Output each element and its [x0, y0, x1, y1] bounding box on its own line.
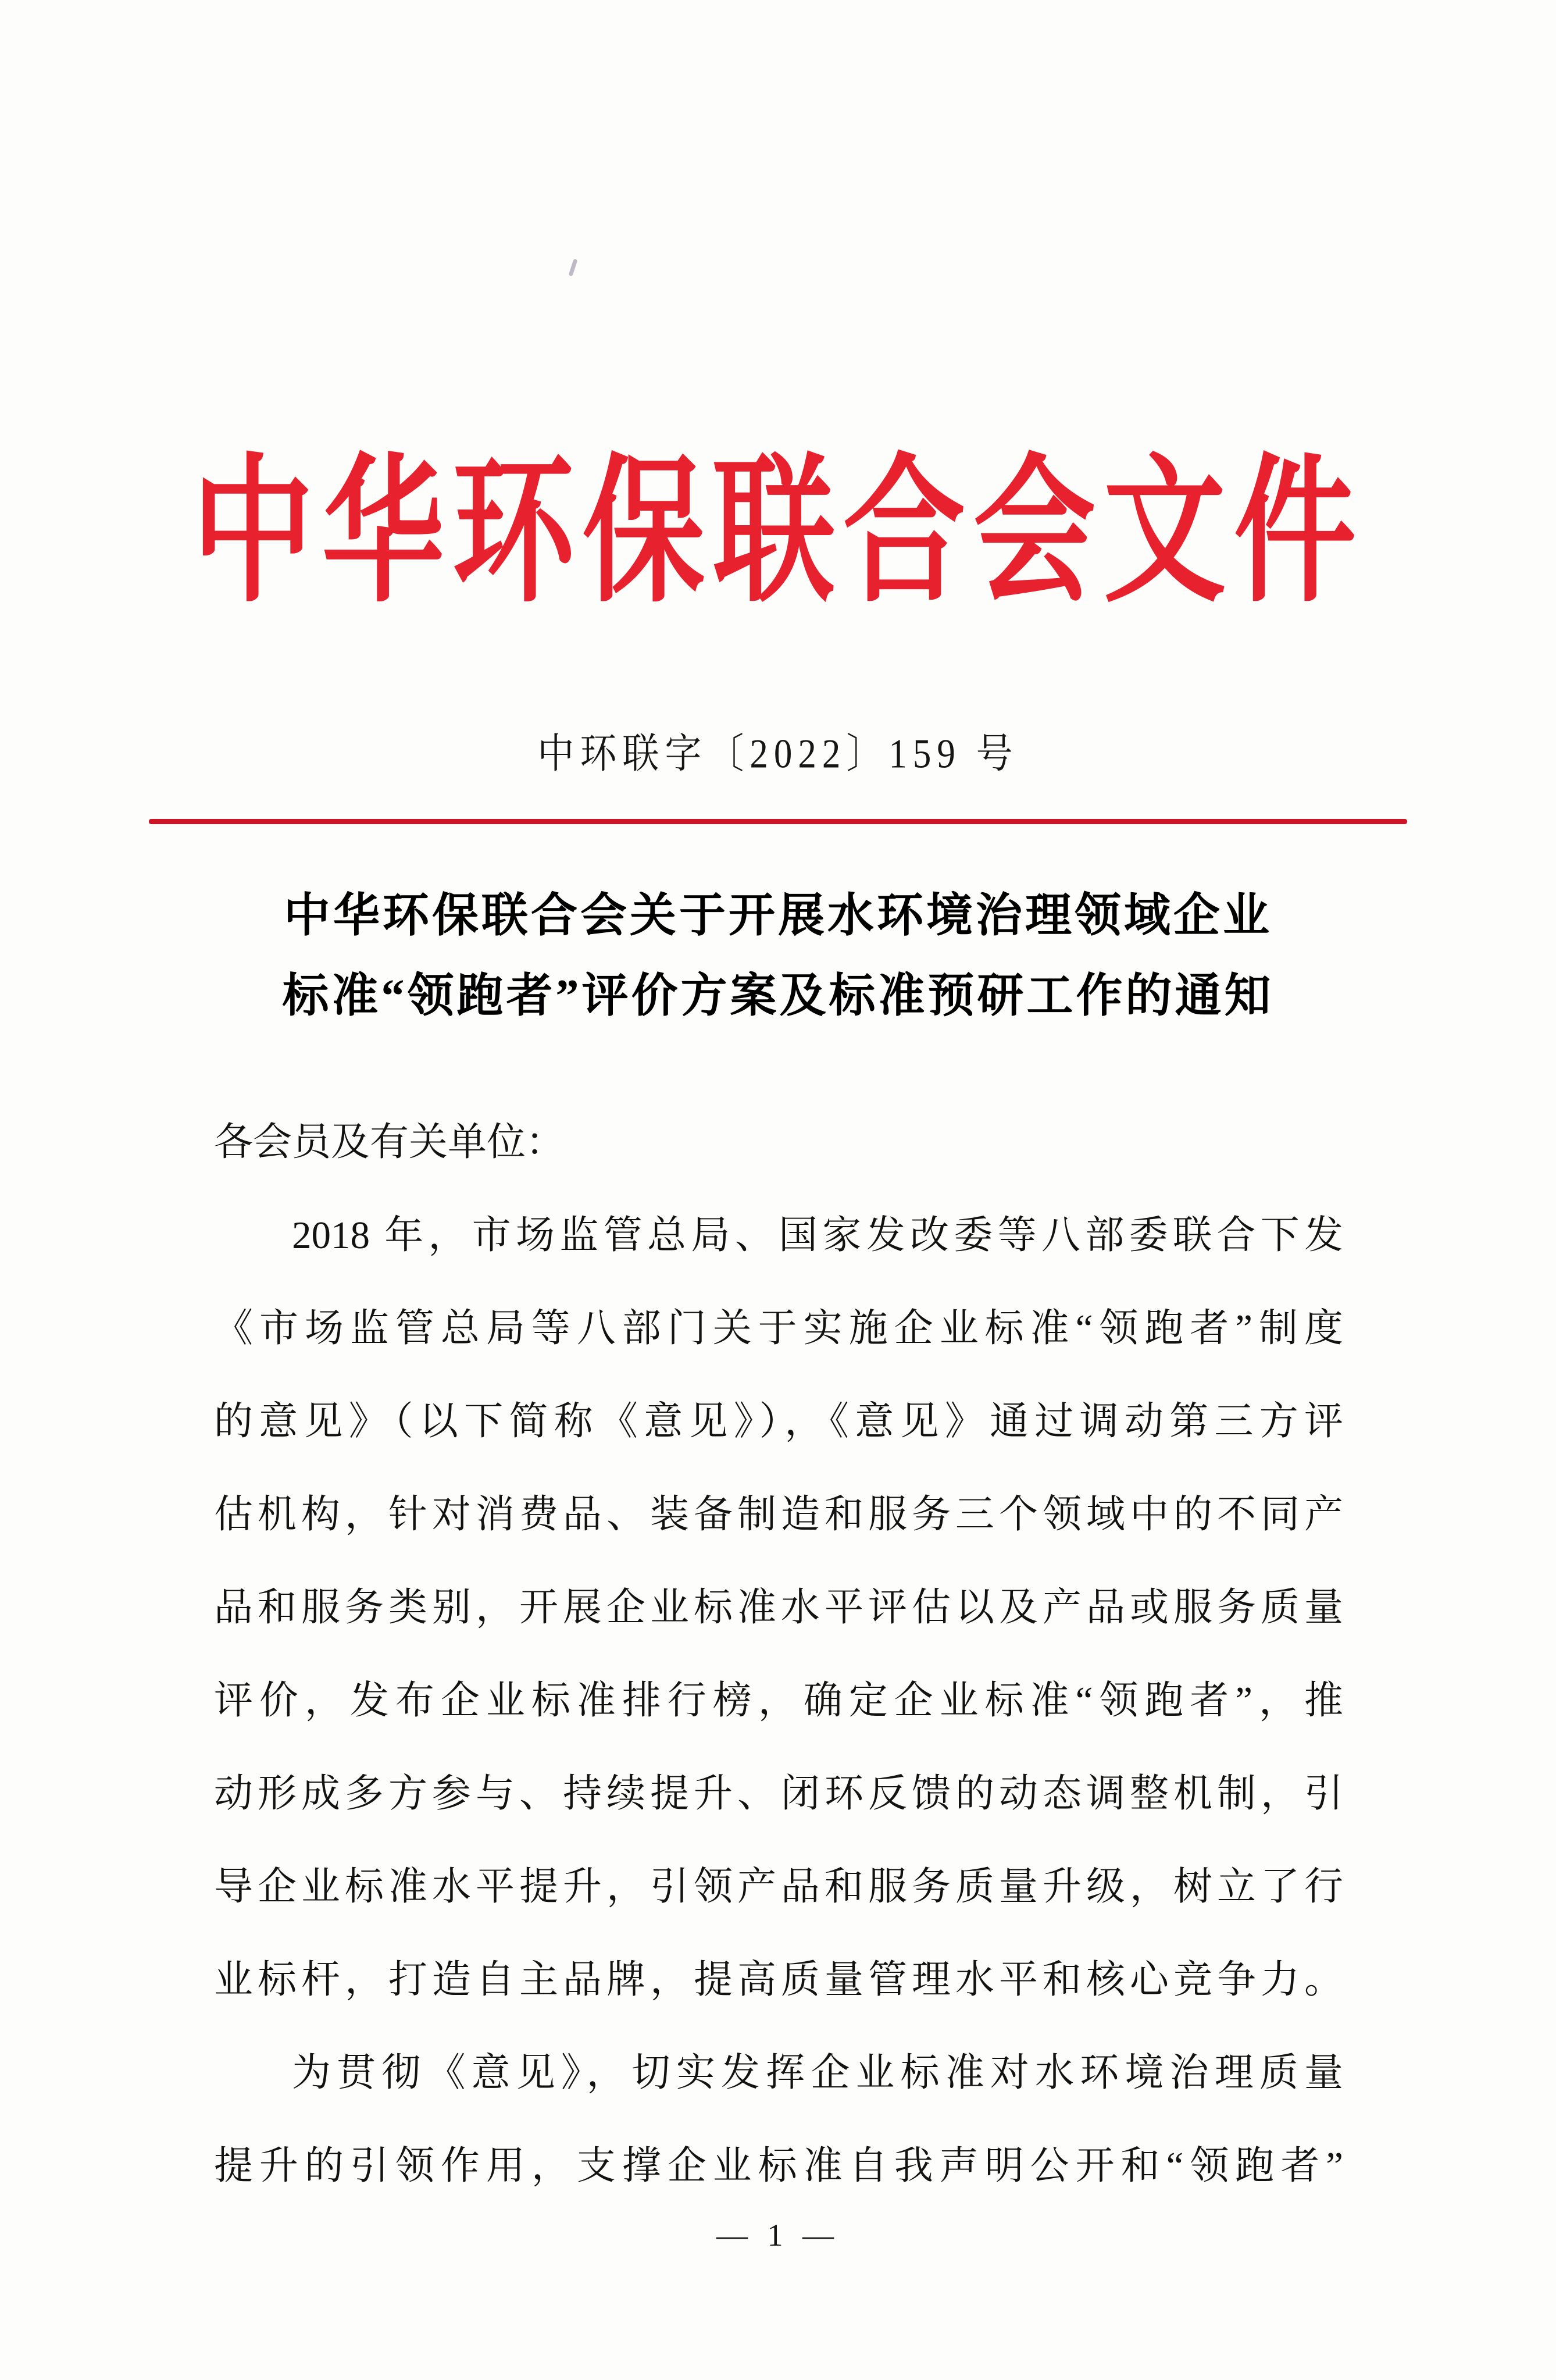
body-line: 导企业标准水平提升，引领产品和服务质量升级，树立了行: [214, 1865, 1343, 1908]
body-line: 的意见》（以下简称《意见》），《意见》通过调动第三方评: [214, 1400, 1343, 1443]
body-line: 各会员及有关单位：: [214, 1121, 565, 1164]
document-title: [0, 876, 1556, 1036]
scan-artifact: [569, 259, 578, 277]
document-title-line-2: 标准“领跑者”评价方案及标准预研工作的通知: [282, 971, 1274, 1022]
body-line: 动形成多方参与、持续提升、闭环反馈的动态调整机制，引: [214, 1772, 1343, 1815]
body-line: 《市场监管总局等八部门关于实施企业标准“领跑者”制度: [214, 1307, 1343, 1350]
body-line: 品和服务类别，开展企业标准水平评估以及产品或服务质量: [214, 1586, 1343, 1629]
body-line: 估机构，针对消费品、装备制造和服务三个领域中的不同产: [214, 1493, 1343, 1536]
body-line: 业标杆，打造自主品牌，提高质量管理水平和核心竞争力。: [214, 1958, 1343, 2001]
body-line: 评价，发布企业标准排行榜，确定企业标准“领跑者”，推: [214, 1679, 1343, 1722]
body-line: 2018 年，市场监管总局、国家发改委等八部委联合下发: [292, 1214, 1343, 1257]
document-title-line-1: 中华环保联合会关于开展水环境治理领域企业: [284, 890, 1272, 942]
red-letterhead-title: 中华环保联合会文件: [191, 446, 1364, 621]
body-text: [214, 1096, 1343, 2212]
body-line: 为贯彻《意见》，切实发挥企业标准对水环境治理质量: [292, 2051, 1343, 2094]
body-line: 提升的引领作用，支撑企业标准自我声明公开和“领跑者”: [214, 2144, 1343, 2187]
document-number: 中环联字〔2022〕159 号: [537, 731, 1019, 777]
red-separator-rule: [149, 819, 1407, 824]
page-number: — 1 —: [716, 2218, 840, 2253]
